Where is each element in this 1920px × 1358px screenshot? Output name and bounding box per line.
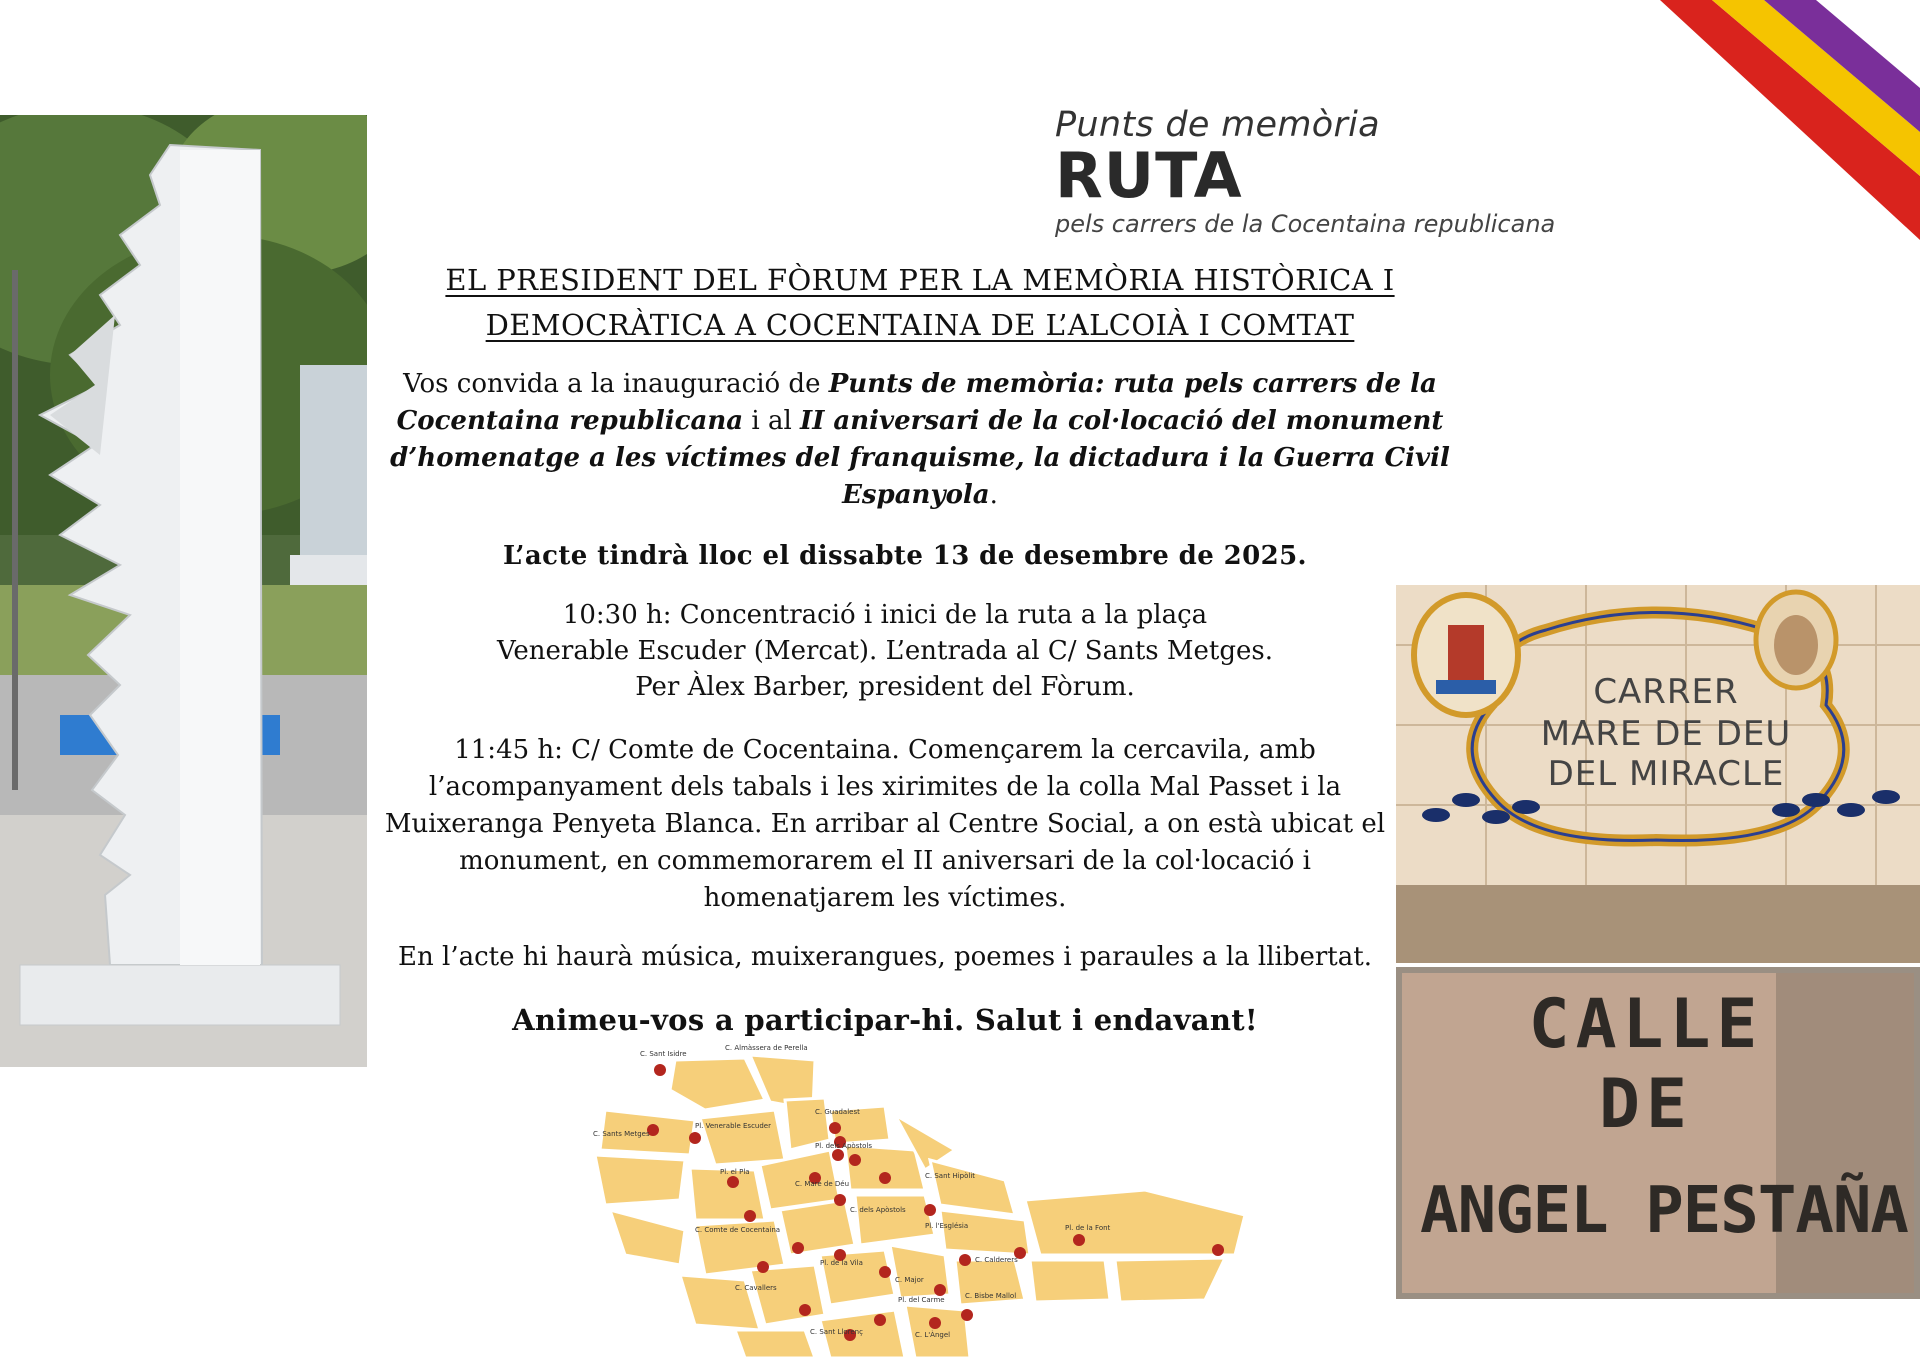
schedule-second-line-3: Muixeranga Penyeta Blanca. En arribar al Centre Social, a on està ubicat el	[384, 809, 1386, 839]
svg-text:Pl. de la Vila: Pl. de la Vila	[820, 1259, 863, 1267]
svg-text:C. Sants Metges: C. Sants Metges	[593, 1130, 650, 1138]
street-sign-painted-photo	[1396, 967, 1920, 1299]
sign1-line-2: MARE DE DEU	[1540, 714, 1792, 754]
svg-text:C. Sant Llorenç: C. Sant Llorenç	[810, 1328, 863, 1336]
svg-text:C. Bisbe Mallol: C. Bisbe Mallol	[965, 1292, 1017, 1300]
invite-intro: Vos convida a la inauguració de	[403, 369, 829, 399]
sign2-line-2: DE	[1599, 1065, 1693, 1144]
schedule-item-second	[370, 732, 1400, 917]
svg-text:C. dels Apòstols: C. dels Apòstols	[850, 1206, 906, 1214]
schedule-item-first	[380, 597, 1390, 705]
logo-line-2: RUTA	[1055, 139, 1243, 212]
logo-line-3: pels carrers de la Cocentaina republicana	[1055, 210, 1556, 238]
svg-text:Pl. del Carme: Pl. del Carme	[898, 1296, 945, 1304]
event-anniversary-name: II aniversari de la col·locació del monument d’homenatge a les víctimes del franquisme, la dictadura i la Guerra Civil Espanyola	[390, 406, 1450, 510]
svg-text:C. Sant Isidre: C. Sant Isidre	[640, 1050, 687, 1058]
invite-end: .	[989, 480, 998, 510]
svg-text:C. Mare de Déu: C. Mare de Déu	[795, 1180, 850, 1188]
svg-text:C. Major: C. Major	[895, 1276, 924, 1284]
schedule-second-line-5: homenatjarem les víctimes.	[703, 883, 1067, 913]
invitation-paragraph	[380, 366, 1460, 514]
event-date: L’acte tindrà lloc el dissabte 13 de desembre de 2025.	[502, 541, 1308, 571]
logo-line-1: Punts de memòria	[1055, 105, 1380, 145]
svg-text:C. L'Àngel: C. L'Àngel	[915, 1331, 951, 1339]
svg-text:Pl. l'Església: Pl. l'Església	[925, 1222, 969, 1230]
closing-line: Animeu-vos a participar-hi. Salut i endavant!	[512, 1003, 1258, 1037]
svg-text:C. Comte de Cocentaina: C. Comte de Cocentaina	[695, 1226, 781, 1234]
svg-text:C. Sant Hipòlit: C. Sant Hipòlit	[925, 1172, 976, 1180]
sign2-line-1: CALLE	[1528, 985, 1764, 1064]
schedule-second-line-4: monument, en commemorarem el II aniversari de la col·locació i	[459, 846, 1311, 876]
schedule-first-line-3: Per Àlex Barber, president del Fòrum.	[635, 672, 1135, 702]
event-route-name: Punts de memòria: ruta pels carrers de la Cocentaina republicana	[396, 369, 1437, 436]
sign1-line-3: DEL MIRACLE	[1547, 754, 1785, 794]
sign2-line-3: ANGEL PESTAÑA	[1420, 1174, 1908, 1248]
heading-line-2: DEMOCRÀTICA A COCENTAINA DE L’ALCOIÀ I COMTAT	[485, 308, 1355, 342]
route-map	[585, 1040, 1275, 1358]
schedule-first-line-1: 10:30 h: Concentració i inici de la ruta a la plaça	[562, 600, 1208, 630]
schedule-second-line-1: 11:45 h: C/ Comte de Cocentaina. Començarem la cercavila, amb	[454, 735, 1316, 765]
sign1-line-1: CARRER	[1593, 672, 1739, 712]
svg-text:Pl. de la Font: Pl. de la Font	[1065, 1224, 1111, 1232]
svg-text:C. Almàssera de Perella: C. Almàssera de Perella	[725, 1044, 808, 1052]
ruta-logo	[1055, 104, 1595, 242]
street-sign-tile-photo	[1396, 585, 1920, 963]
svg-text:C. Calderers: C. Calderers	[975, 1256, 1018, 1264]
svg-text:Pl. el Pla: Pl. el Pla	[720, 1168, 750, 1176]
svg-text:Pl. dels Apòstols: Pl. dels Apòstols	[815, 1142, 872, 1150]
svg-text:C. Guadalest: C. Guadalest	[815, 1108, 860, 1116]
svg-text:C. Cavallers: C. Cavallers	[735, 1284, 777, 1292]
heading-line-1: EL PRESIDENT DEL FÒRUM PER LA MEMÒRIA HISTÒRICA I	[445, 263, 1395, 297]
activities-line: En l’acte hi haurà música, muixerangues, poemes i paraules a la llibertat.	[398, 942, 1372, 972]
invite-mid: i al	[743, 406, 801, 436]
svg-text:Pl. Venerable Escuder: Pl. Venerable Escuder	[695, 1122, 771, 1130]
monument-photo	[0, 115, 367, 1067]
republican-flag-ribbon	[1660, 0, 1920, 240]
schedule-first-line-2: Venerable Escuder (Mercat). L’entrada al C/ Sants Metges.	[497, 636, 1273, 666]
invitation-heading	[380, 258, 1460, 348]
schedule-second-line-2: l’acompanyament dels tabals i les xirimites de la colla Mal Passet i la	[428, 772, 1342, 802]
